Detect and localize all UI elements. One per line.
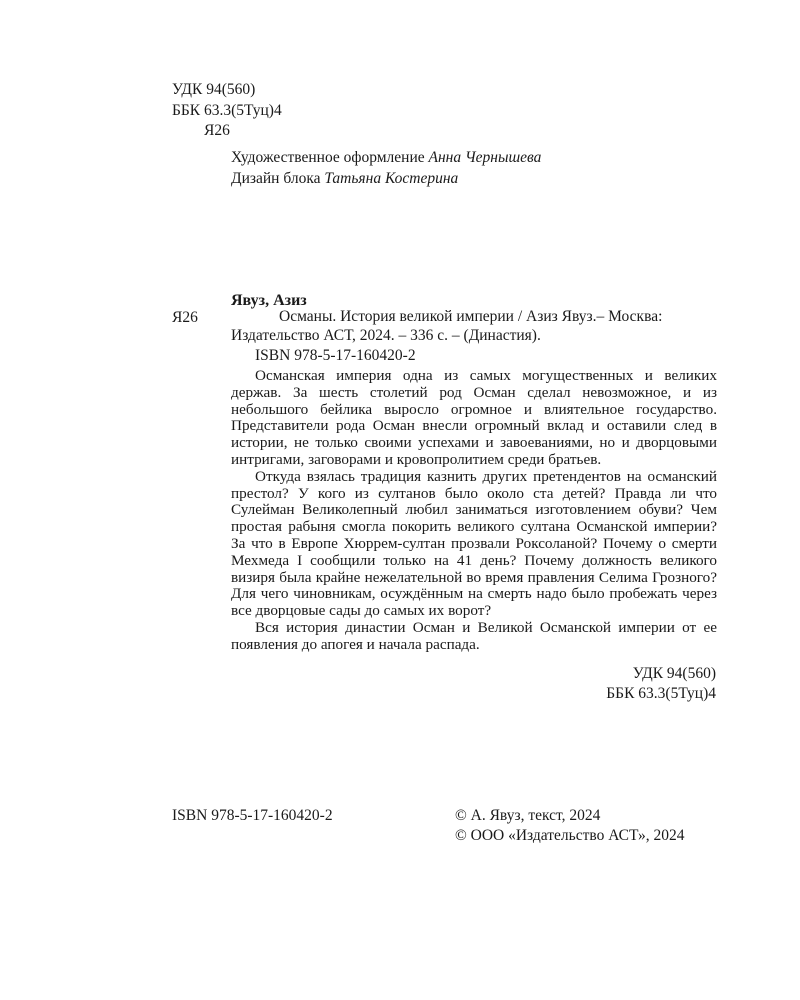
record-author: Явуз, Азиз (231, 292, 307, 309)
title-line-2: Издательство АСТ, 2024. – 336 с. – (Династия). (231, 326, 541, 344)
layout-design-credit (231, 168, 541, 189)
title-line-1 (231, 308, 716, 327)
layout-design-label: Дизайн блока (231, 170, 321, 187)
copyright-text: © А. Явуз, текст, 2024 (455, 807, 601, 824)
layout-designer-name: Татьяна Костерина (324, 170, 459, 187)
cover-design-credit (231, 147, 541, 168)
author-mark: Я26 (204, 122, 230, 139)
bibliographic-record (231, 308, 716, 345)
cover-designer-name: Анна Чернышева (428, 149, 542, 166)
bbk-code-right: ББК 63.3(5Туц)4 (606, 685, 716, 702)
bbk-code: ББК 63.3(5Туц)4 (172, 101, 282, 119)
footer-isbn: ISBN 978-5-17-160420-2 (172, 807, 333, 824)
title-statement: Османы. История великой империи / Азиз Явуз.– Москва: (279, 308, 663, 325)
udk-code: УДК 94(560) (172, 81, 256, 98)
copyright-publisher: © ООО «Издательство АСТ», 2024 (455, 827, 685, 844)
record-author-mark: Я26 (172, 309, 198, 326)
annotation-paragraph-2: Откуда взялась традиция казнить других претендентов на османский престол? У кого из султанов было около ста детей? Правда ли что Сулейман Великолепный любил заниматься изготовлением обуви? Чем простая рабыня смогла покорить великого султана Османской империи? За что в Европе Хюррем-султан прозвали Роксоланой? Почему о смерти Мехмеда I сообщили только на 41 день? Почему должность великого визиря была крайне нежелательной во время правления Селима Грозного? Для чего чиновникам, осуждённым на смерть надо было пробежать через все дворцовые сады до самых их ворот? (231, 467, 717, 620)
record-isbn: ISBN 978-5-17-160420-2 (255, 347, 416, 364)
annotation-paragraph-3: Вся история династии Осман и Великой Османской империи от ее появления до апогея и начала распада. (231, 618, 717, 653)
copyright-block (455, 806, 685, 846)
design-credits (231, 147, 541, 189)
udk-code-right: УДК 94(560) (632, 665, 716, 682)
annotation (231, 368, 717, 654)
cover-design-label: Художественное оформление (231, 149, 425, 166)
udk-bbk-right (606, 664, 716, 704)
udk-bbk-block (172, 80, 282, 142)
annotation-paragraph-1: Османская империя одна из самых могущественных и великих держав. За шесть столетий род Осман сделал невозможное, и из небольшого бейлика выросло огромное и влиятельное государство. Представители рода Осман внесли огромный вклад и оставили след в истории, не только своими успехами и завоеваниями, но и дворцовыми интригами, заговорами и кровопролитием среди братьев. (231, 367, 717, 468)
